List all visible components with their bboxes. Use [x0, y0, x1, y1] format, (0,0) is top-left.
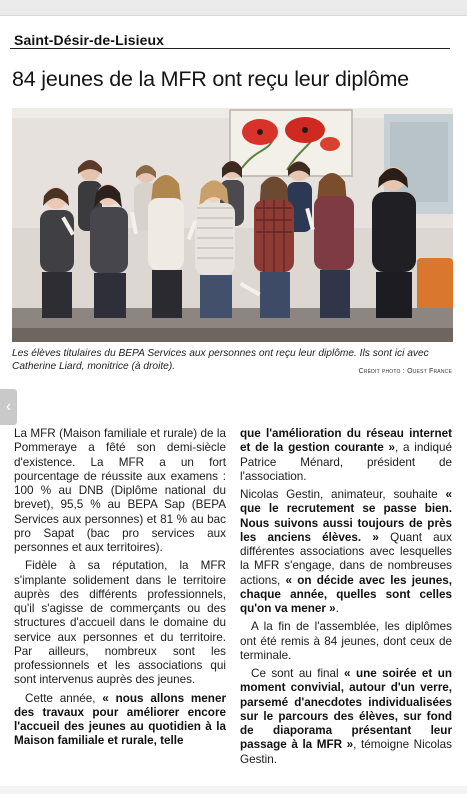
browser-bottom-bar — [0, 786, 467, 794]
quote-bold: « que le recrutement se passe bien. Nous suivons aussi toujours de près les anciens élèves. » — [240, 488, 452, 544]
paragraph-intro: La MFR (Maison familiale et rurale) de la Pommeraye a fêté son demi-siècle d'existence. La MFR a un fort pourcentage de réussite aux examens : 100 % au DNB (Diplôme national du brevet), 95,5 % au BEPA Sap (BEPA Services aux personnes) et 81 % au bac pro Sapat (bac pro services aux personnes et aux territoires). — [14, 427, 226, 554]
paragraph-text: . — [335, 602, 339, 615]
paragraph-diplomes: A la fin de l'assemblée, les diplômes ont été remis à 84 jeunes, dont ceux de terminale. — [240, 620, 452, 662]
browser-top-bar — [0, 0, 467, 16]
section-rule — [10, 48, 450, 49]
credit-source: Ouest France — [407, 368, 452, 375]
article-headline: 84 jeunes de la MFR ont reçu leur diplôme — [12, 67, 409, 91]
paragraph-text: Cette année, — [25, 691, 103, 705]
paragraph-text: Ce sont au final — [251, 667, 345, 680]
paragraph-animateur — [240, 488, 452, 616]
quote-bold: « on décide avec les jeunes, chaque année, quelles sont celles qu'on va mener » — [240, 573, 452, 615]
paragraph-reseau — [240, 427, 452, 484]
previous-arrow-icon[interactable]: ‹ — [0, 389, 17, 425]
quote-bold: « une soirée et un moment convivial, autour d'un verre, parsemé d'anecdotes individualisées sur le parcours des élèves, sur fond de diaporama présentant leur passage à la MFR » — [240, 667, 452, 752]
paragraph-text: , témoigne Nicolas Gestin. — [240, 738, 452, 766]
credit-label: Crédit photo — [358, 368, 401, 375]
paragraph-soiree — [240, 667, 452, 767]
quote-bold: « nous allons mener des travaux pour améliorer encore l'accueil des jeunes au quotidien à la Maison familiale et rurale, telle — [14, 691, 226, 748]
article-photo — [12, 108, 453, 342]
quote-bold: que l'amélioration du réseau internet et de la gestion courante » — [240, 427, 452, 455]
paragraph-text: , a indiqué Patrice Ménard, président de l'association. — [240, 441, 453, 483]
paragraph-reputation: Fidèle à sa réputation, la MFR s'implante solidement dans le territoire auprès des différents professionnels, qu'il s'agisse de commerçants ou des structures d'accueil dans le domaine du service aux personnes et du territoire. Par ailleurs, nombreux sont les professionnels et les associations qui sont intervenus auprès des jeunes. — [14, 559, 226, 687]
photo-credit: Crédit photo : Ouest France — [358, 368, 452, 375]
article-column-left — [14, 427, 226, 749]
paragraph-text: Nicolas Gestin, animateur, souhaite — [240, 488, 446, 501]
article-column-right — [240, 427, 452, 767]
article-location: Saint-Désir-de-Lisieux — [14, 32, 165, 48]
group-photo-graduates — [12, 108, 453, 342]
photo-caption: Les élèves titulaires du BEPA Services aux personnes ont reçu leur diplôme. Ils sont ici avec Catherine Liard, monitrice (à droite). — [12, 348, 429, 372]
paragraph-travaux — [14, 692, 226, 749]
paragraph-text: Quant aux différentes associations avec lesquelles la MFR s'engage, dans de nombreuses actions, — [240, 530, 452, 587]
